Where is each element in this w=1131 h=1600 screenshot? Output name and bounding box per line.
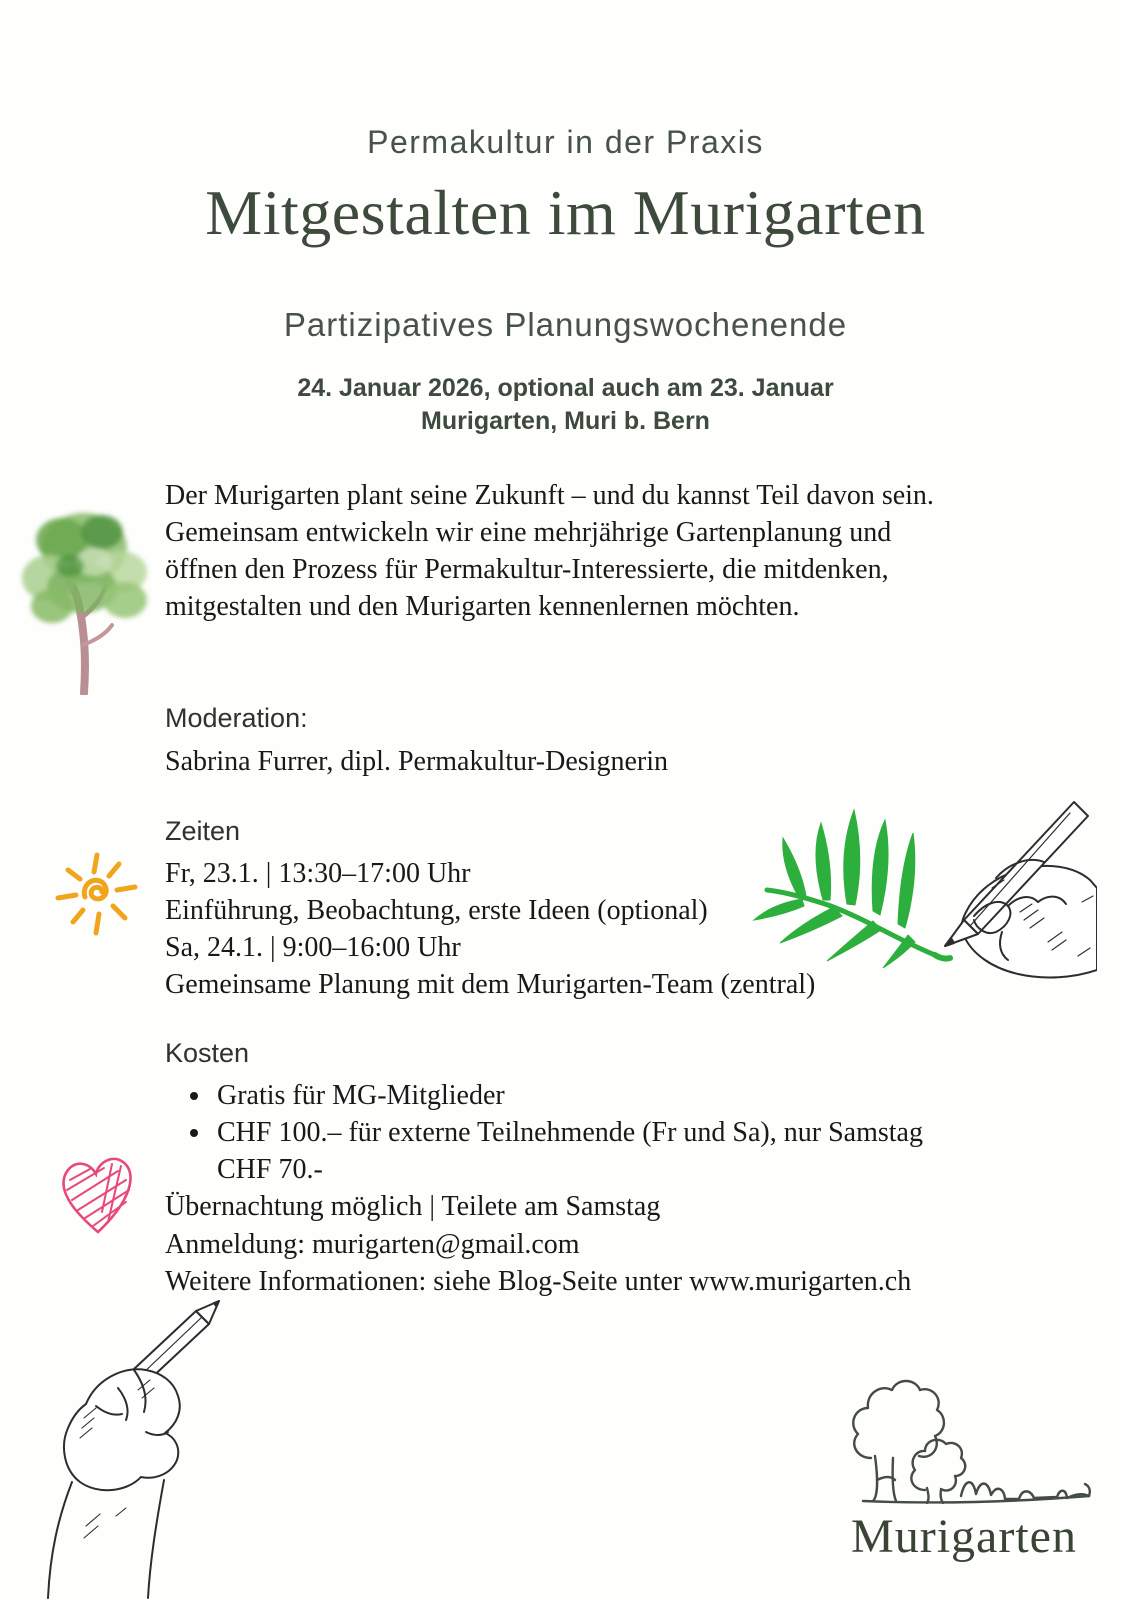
event-date: 24. Januar 2026, optional auch am 23. Januar — [297, 374, 834, 402]
note-registration-email: Anmeldung: murigarten@gmail.com — [165, 1228, 580, 1260]
green-fern-leaf — [754, 810, 950, 968]
zeiten-line-friday: Fr, 23.1. | 13:30–17:00 Uhr — [165, 858, 471, 889]
subtitle-text: Partizipatives Planungswochenende — [283, 306, 848, 343]
zeiten-line-friday-desc: Einführung, Beobachtung, erste Ideen (optional) — [165, 895, 708, 926]
murigarten-logo — [826, 1372, 1102, 1564]
note-accommodation: Übernachtung möglich | Teilete am Samstag — [165, 1191, 661, 1222]
intro-paragraph: Der Murigarten plant seine Zukunft – und du kannst Teil davon sein. Gemeinsam entwickeln wir eine mehrjährige Gartenplanung und öffnen den Prozess für Permakultur-Interessierte, die mitdenken, mitgestalten und den Murigarten kennenlernen möchten. — [165, 480, 934, 622]
kosten-section — [165, 1038, 975, 1301]
hand-drawing-leaf-illustration — [752, 792, 1097, 987]
logo-wordmark: Murigarten — [851, 1510, 1077, 1563]
event-location: Murigarten, Muri b. Bern — [421, 407, 710, 435]
hand-with-pencil-illustration — [26, 1286, 238, 1600]
moderation-heading: Moderation: — [165, 703, 308, 733]
zeiten-heading: Zeiten — [165, 816, 241, 846]
heart-doodle-icon — [50, 1138, 150, 1246]
page-title: Mitgestalten im Murigarten — [205, 177, 926, 248]
logo-garden-drawing — [833, 1372, 1095, 1504]
sun-doodle-icon — [46, 843, 146, 945]
tree-foliage — [22, 513, 147, 623]
watercolor-tree-illustration — [12, 500, 162, 695]
kosten-bullet-list — [165, 1077, 975, 1188]
kosten-bullet-members: • Gratis für MG-Mitglieder — [213, 1077, 975, 1114]
zeiten-line-saturday: Sa, 24.1. | 9:00–16:00 Uhr — [165, 932, 461, 963]
moderation-section — [165, 703, 865, 780]
kosten-bullet-external: • CHF 100.– für externe Teilnehmende (Fr und Sa), nur Samstag CHF 70.- — [213, 1114, 975, 1188]
note-more-info-website: Weitere Informationen: siehe Blog-Seite unter www.murigarten.ch — [165, 1266, 912, 1297]
kosten-heading: Kosten — [165, 1038, 250, 1068]
zeiten-line-saturday-desc: Gemeinsame Planung mit dem Murigarten-Team (zentral) — [165, 969, 816, 1000]
moderator-name: Sabrina Furrer, dipl. Permakultur-Designerin — [165, 746, 668, 777]
kicker-text: Permakultur in der Praxis — [367, 124, 764, 160]
sketched-hand-right — [945, 802, 1097, 977]
event-date-location — [0, 372, 1131, 438]
